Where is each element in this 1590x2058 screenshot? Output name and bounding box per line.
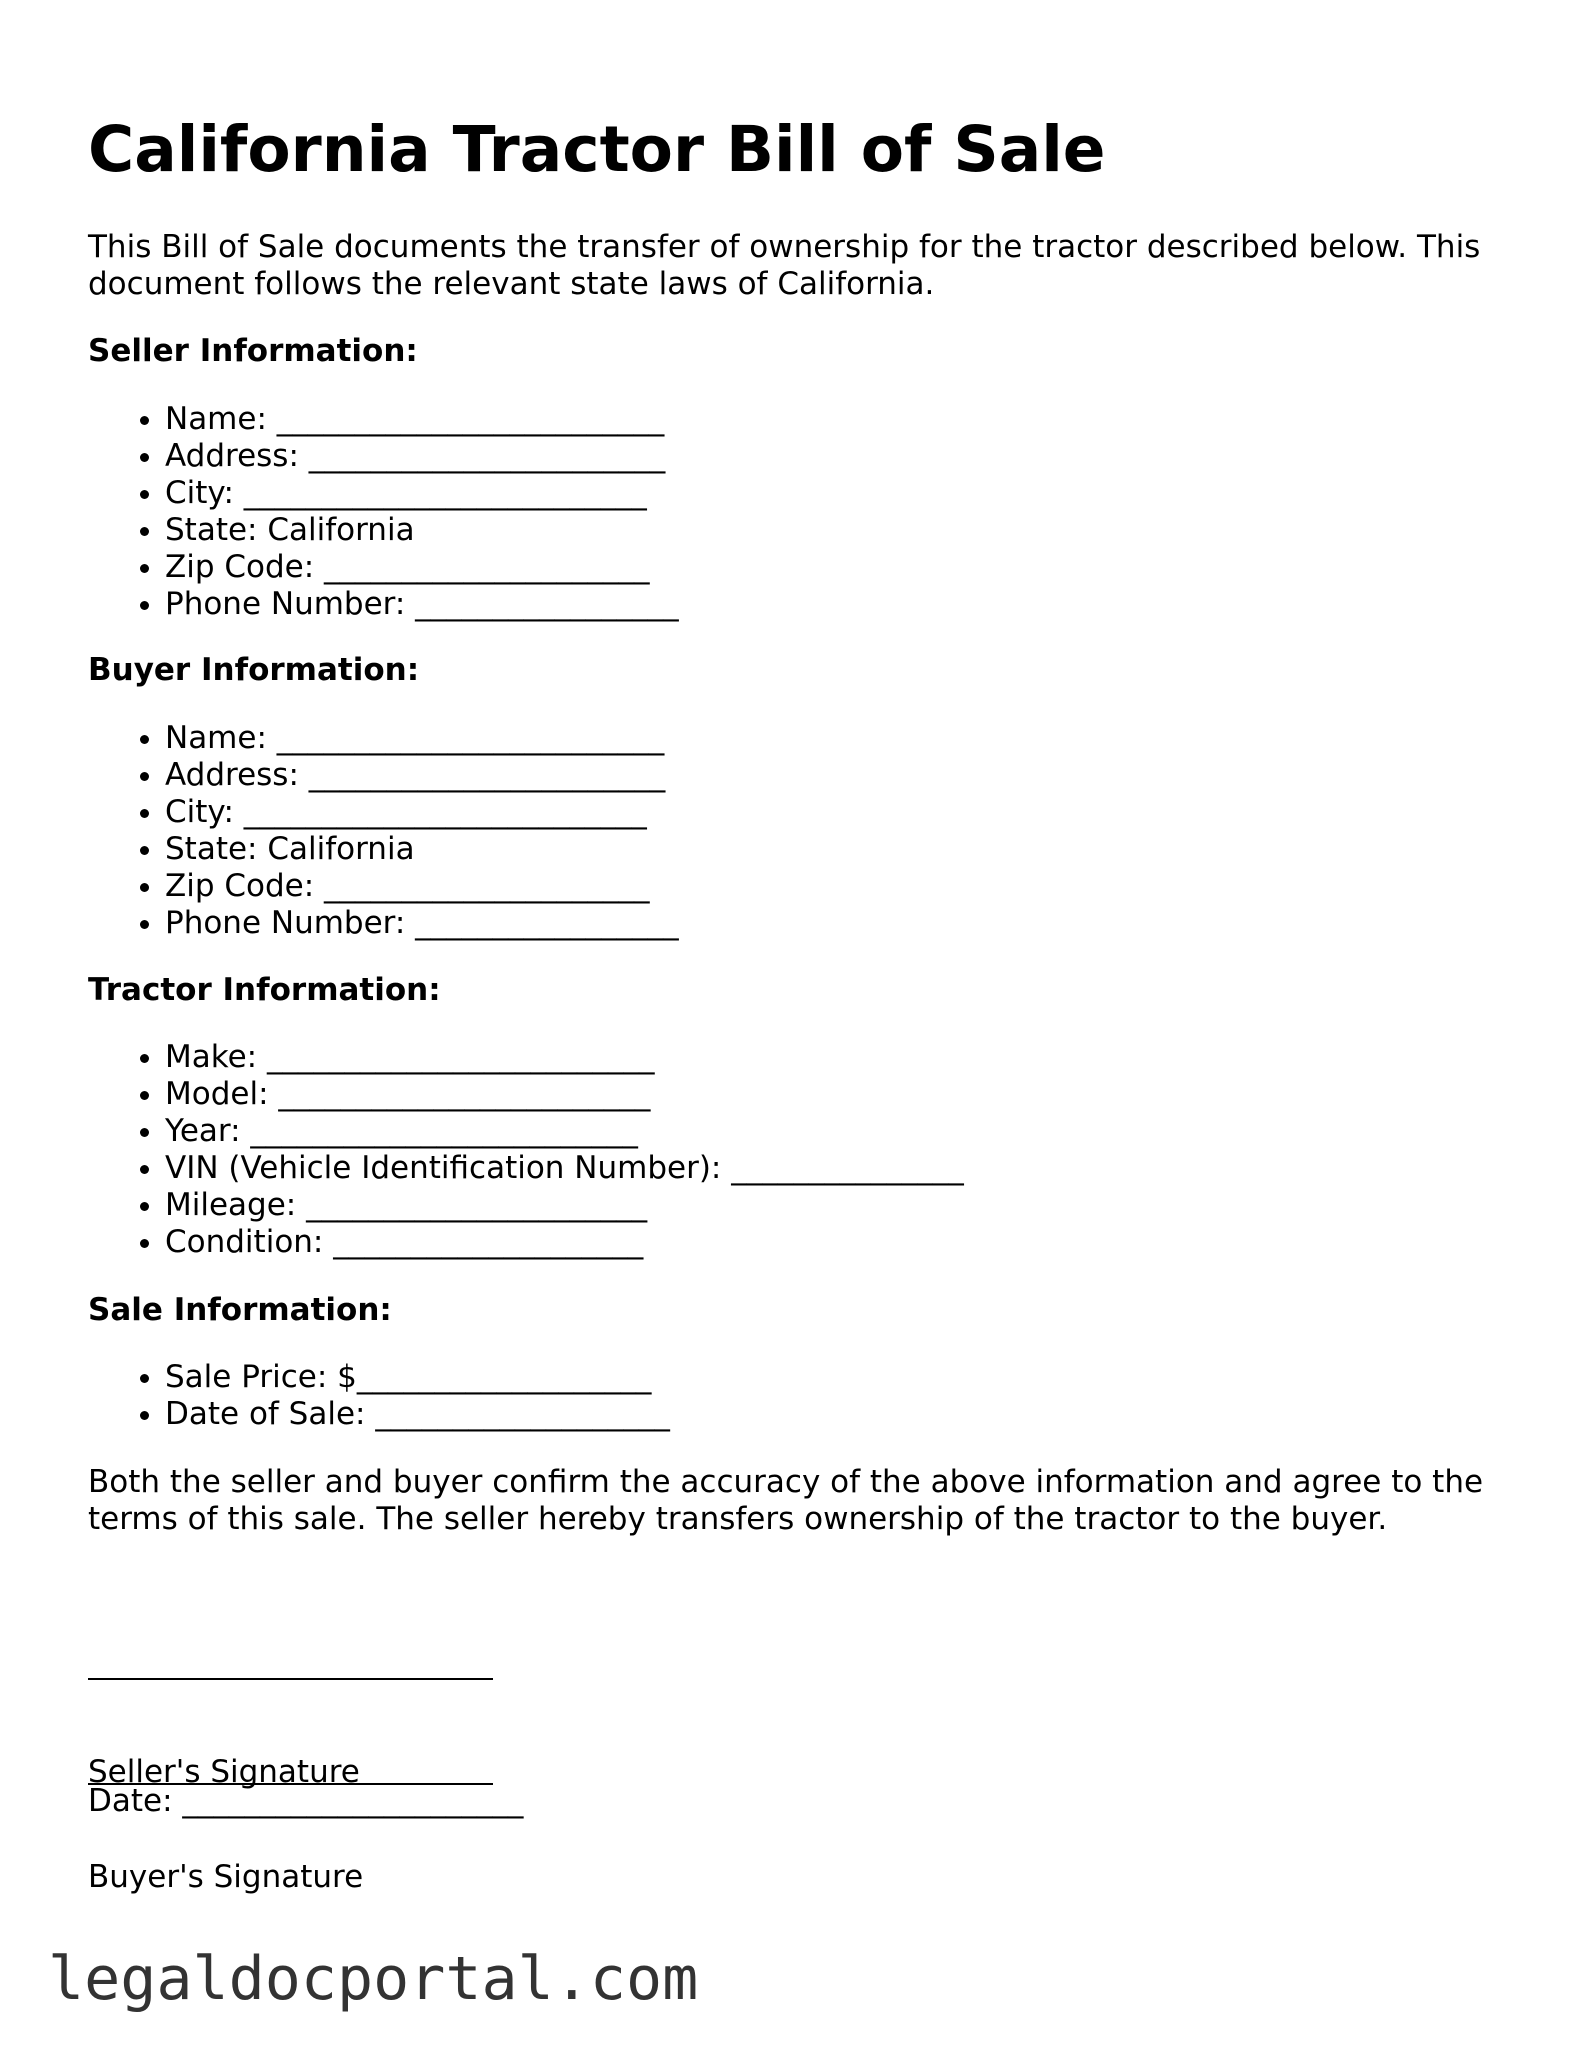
buyer-zip-field: • Zip Code: _____________________ (165, 868, 679, 905)
buyer-city-field: • City: __________________________ (165, 794, 679, 831)
document-title: California Tractor Bill of Sale (88, 113, 1106, 186)
seller-phone-field: • Phone Number: _________________ (165, 586, 679, 623)
seller-state-field: • State: California (165, 512, 679, 549)
tractor-make-field: • Make: _________________________ (165, 1039, 964, 1076)
watermark-logo: legaldocportal.com (48, 1944, 699, 2014)
sale-date-field: • Date of Sale: ___________________ (165, 1396, 670, 1433)
sale-heading: Sale Information: (88, 1292, 392, 1328)
buyer-state-field: • State: California (165, 831, 679, 868)
tractor-condition-field: • Condition: ____________________ (165, 1224, 964, 1261)
agreement-paragraph: Both the seller and buyer confirm the accuracy of the above information and agree to the terms of this sale. The seller hereby transfers ownership of the tractor to the buyer. (88, 1464, 1484, 1537)
tractor-fields-list (88, 1039, 964, 1261)
tractor-mileage-field: • Mileage: ______________________ (165, 1187, 964, 1224)
seller-city-field: • City: __________________________ (165, 475, 679, 512)
signature-date-field: Date: ______________________ (88, 1783, 524, 1819)
buyer-phone-field: • Phone Number: _________________ (165, 905, 679, 942)
buyer-heading: Buyer Information: (88, 652, 420, 688)
buyer-fields-list (88, 720, 679, 942)
sale-price-field: • Sale Price: $___________________ (165, 1359, 670, 1396)
seller-signature-label: Seller's Signature (88, 1754, 360, 1790)
seller-zip-field: • Zip Code: _____________________ (165, 549, 679, 586)
tractor-heading: Tractor Information: (88, 972, 441, 1008)
tractor-year-field: • Year: _________________________ (165, 1113, 964, 1150)
buyer-address-field: • Address: _______________________ (165, 757, 679, 794)
buyer-name-field: • Name: _________________________ (165, 720, 679, 757)
seller-name-field: • Name: _________________________ (165, 401, 679, 438)
seller-heading: Seller Information: (88, 333, 418, 369)
seller-address-field: • Address: _______________________ (165, 438, 679, 475)
buyer-signature-label: Buyer's Signature (88, 1859, 364, 1895)
sale-fields-list (88, 1359, 670, 1433)
tractor-model-field: • Model: ________________________ (165, 1076, 964, 1113)
intro-paragraph: This Bill of Sale documents the transfer of ownership for the tractor described below. This document follows the relevant state laws of California. (88, 229, 1481, 302)
seller-fields-list (88, 401, 679, 623)
buyer-signature-block (88, 1673, 493, 1970)
tractor-vin-field: • VIN (Vehicle Identification Number): _______________ (165, 1150, 964, 1187)
